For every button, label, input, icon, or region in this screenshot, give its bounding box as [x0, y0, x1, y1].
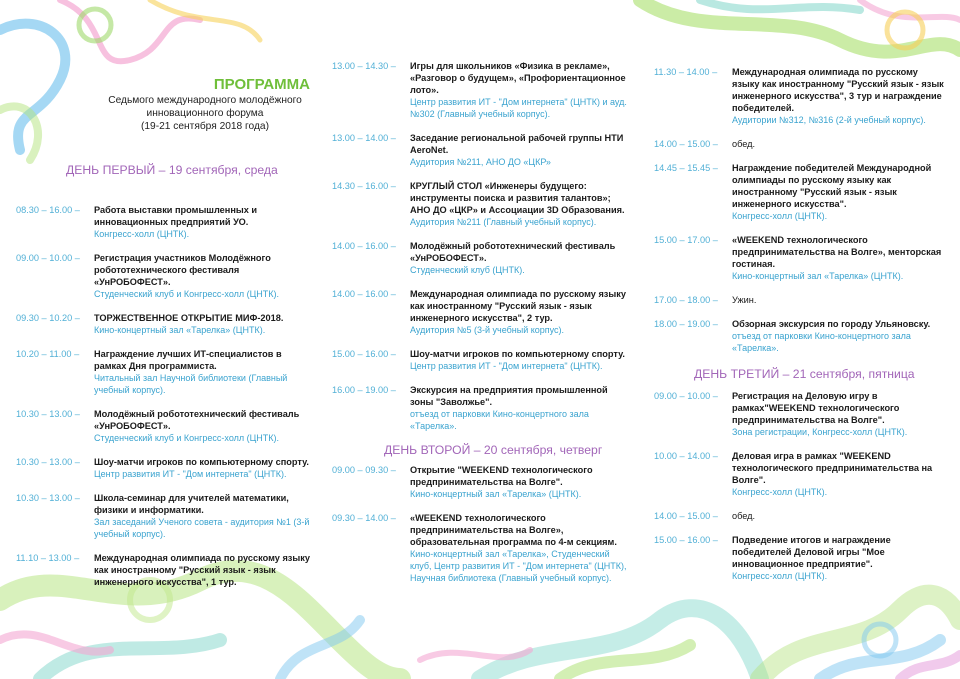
- event-location: Конгресс-холл (ЦНТК).: [732, 211, 828, 221]
- event-time: 11.10 – 13.00 –: [16, 553, 80, 563]
- event-location: Центр развития ИТ - "Дом интернета" (ЦНТК).: [410, 361, 603, 371]
- schedule-item: [332, 348, 632, 372]
- event-location: отъезд от парковки Кино-концертного зала «Тарелка».: [732, 331, 911, 353]
- event-location: Аудитория №211 (Главный учебный корпус).: [410, 217, 597, 227]
- event-title: Игры для школьников «Физика в рекламе», «Разговор о будущем», «Профориентационное лото».: [410, 61, 626, 95]
- event-location: Кино-концертный зал «Тарелка», Студенческий клуб, Центр развития ИТ - "Дом интернета" (ЦНТК), Научная библиотека (Главный учебный корпус).: [410, 549, 627, 583]
- schedule-item: [654, 450, 946, 498]
- event-time: 15.00 – 17.00 –: [654, 235, 718, 245]
- event-title: «WEEKEND технологического предпринимательства на Волге», образовательная программа по 4-м секциям.: [410, 513, 617, 547]
- schedule-item: [332, 464, 632, 500]
- schedule-item: [16, 492, 316, 540]
- schedule-item: [16, 552, 316, 588]
- event-title: Шоу-матчи игроков по компьютерному спорту.: [94, 457, 309, 467]
- column-3: [654, 66, 946, 594]
- event-title: Обзорная экскурсия по городу Ульяновску.: [732, 319, 931, 329]
- event-title: Шоу-матчи игроков по компьютерному спорту.: [410, 349, 625, 359]
- event-location: Студенческий клуб и Конгресс-холл (ЦНТК).: [94, 433, 280, 443]
- schedule-item: [332, 384, 632, 432]
- schedule-item: [332, 240, 632, 276]
- event-time: 11.30 – 14.00 –: [654, 67, 718, 77]
- program-title: ПРОГРАММА: [213, 76, 310, 93]
- event-time: 09.00 – 10.00 –: [654, 391, 718, 401]
- event-time: 10.00 – 14.00 –: [654, 451, 718, 461]
- event-title: обед.: [732, 139, 756, 149]
- schedule-item: [16, 456, 316, 480]
- event-title: Регистрация на Деловую игру в рамках"WEEKEND технологического предпринимательства на Волге".: [732, 391, 900, 425]
- event-time: 08.30 – 16.00 –: [16, 205, 80, 215]
- event-title: Международная олимпиада по русскому языку как иностранному "Русский язык - язык инженерного искусства", 3 тур и награждение победителей.: [732, 67, 944, 113]
- event-time: 10.30 – 13.00 –: [16, 409, 80, 419]
- event-time: 10.30 – 13.00 –: [16, 457, 80, 467]
- event-time: 14.45 – 15.45 –: [654, 163, 718, 173]
- event-time: 14.00 – 15.00 –: [654, 139, 718, 149]
- event-time: 10.30 – 13.00 –: [16, 493, 80, 503]
- event-title: Экскурсия на предприятия промышленной зоны "Заволжье".: [410, 385, 608, 407]
- subtitle-line-1: Седьмого международного молодёжного: [108, 95, 302, 106]
- event-title: Молодёжный робототехнический фестиваль «УнРОБОФЕСТ».: [410, 241, 616, 263]
- schedule-item: [654, 138, 946, 150]
- event-title: КРУГЛЫЙ СТОЛ «Инженеры будущего: инструменты поиска и развития талантов»; АНО ДО «ЦКР» и Ассоциации 3D Образования.: [410, 181, 625, 215]
- schedule-item: [654, 234, 946, 282]
- event-time: 17.00 – 18.00 –: [654, 295, 718, 305]
- event-location: Конгресс-холл (ЦНТК).: [94, 229, 190, 239]
- schedule-item: [332, 512, 632, 584]
- event-time: 14.00 – 15.00 –: [654, 511, 718, 521]
- event-title: Ужин.: [732, 295, 757, 305]
- event-time: 15.00 – 16.00 –: [332, 349, 396, 359]
- event-time: 09.30 – 10.20 –: [16, 313, 80, 323]
- schedule-item: [654, 162, 946, 222]
- day-1-heading: ДЕНЬ ПЕРВЫЙ – 19 сентября, среда: [66, 163, 278, 177]
- event-location: Зал заседаний Ученого совета - аудитория №1 (3-й учебный корпус).: [94, 517, 310, 539]
- subtitle-line-2: инновационного форума: [146, 108, 264, 119]
- day-1-schedule: [16, 204, 316, 588]
- schedule-item: [654, 510, 946, 522]
- event-time: 10.20 – 11.00 –: [16, 349, 80, 359]
- event-time: 14.00 – 16.00 –: [332, 289, 396, 299]
- event-title: Международная олимпиада по русскому языку как иностранному "Русский язык - язык инженерного искусства", 2 тур.: [410, 289, 626, 323]
- event-title: Заседание региональной рабочей группы НТИ AeroNet.: [410, 133, 624, 155]
- event-title: Регистрация участников Молодёжного робототехнического фестиваля «УнРОБОФЕСТ».: [94, 253, 271, 287]
- column-1: [16, 160, 316, 600]
- event-time: 09.00 – 10.00 –: [16, 253, 80, 263]
- event-location: Аудитория №211, АНО ДО «ЦКР»: [410, 157, 551, 167]
- schedule-item: [332, 60, 632, 120]
- event-title: Награждение победителей Международной олимпиады по русскому языку как иностранному "Русский язык - язык инженерного искусства".: [732, 163, 932, 209]
- event-location: отъезд от парковки Кино-концертного зала «Тарелка».: [410, 409, 589, 431]
- schedule-item: [16, 204, 316, 240]
- schedule-item: [16, 348, 316, 396]
- day-2-heading: ДЕНЬ ВТОРОЙ – 20 сентября, четверг: [384, 443, 603, 457]
- day-3-heading: ДЕНЬ ТРЕТИЙ – 21 сентября, пятница: [694, 367, 915, 381]
- event-time: 13.00 – 14.00 –: [332, 133, 396, 143]
- event-title: Школа-семинар для учителей математики, физики и информатики.: [94, 493, 289, 515]
- column-2: [332, 60, 632, 596]
- event-location: Конгресс-холл (ЦНТК).: [732, 571, 828, 581]
- event-title: Международная олимпиада по русскому языку как иностранному "Русский язык - язык инженерного искусства", 1 тур.: [94, 553, 310, 587]
- event-title: Награждение лучших ИТ-специалистов в рамках Дня программиста.: [94, 349, 282, 371]
- event-location: Зона регистрации, Конгресс-холл (ЦНТК).: [732, 427, 908, 437]
- event-location: Кино-концертный зал «Тарелка» (ЦНТК).: [410, 489, 582, 499]
- event-time: 16.00 – 19.00 –: [332, 385, 396, 395]
- event-title: Работа выставки промышленных и инновационных предприятий УО.: [94, 205, 258, 227]
- event-location: Центр развития ИТ - "Дом интернета" (ЦНТК) и ауд. №302 (Главный учебный корпус).: [410, 97, 627, 119]
- day-2-schedule-continued: [654, 66, 946, 354]
- event-location: Аудитории №312, №316 (2-й учебный корпус).: [732, 115, 926, 125]
- event-location: Кино-концертный зал «Тарелка» (ЦНТК).: [732, 271, 904, 281]
- subtitle-line-3: (19-21 сентября 2018 года): [140, 121, 269, 132]
- event-time: 14.00 – 16.00 –: [332, 241, 396, 251]
- event-location: Конгресс-холл (ЦНТК).: [732, 487, 828, 497]
- event-time: 09.00 – 09.30 –: [332, 465, 396, 475]
- event-title: Открытие "WEEKEND технологического предпринимательства на Волге".: [410, 465, 593, 487]
- event-title: Деловая игра в рамках "WEEKEND технологического предпринимательства на Волге".: [732, 451, 933, 485]
- event-location: Центр развития ИТ - "Дом интернета" (ЦНТК).: [94, 469, 287, 479]
- schedule-item: [332, 180, 632, 228]
- event-location: Студенческий клуб и Конгресс-холл (ЦНТК).: [94, 289, 280, 299]
- day-2-schedule: [332, 464, 632, 584]
- event-location: Студенческий клуб (ЦНТК).: [410, 265, 525, 275]
- event-location: Читальный зал Научной библиотеки (Главный учебный корпус).: [94, 373, 288, 395]
- event-title: «WEEKEND технологического предпринимательства на Волге», менторская гостиная.: [732, 235, 942, 269]
- schedule-item: [16, 252, 316, 300]
- event-title: обед.: [732, 511, 756, 521]
- event-title: ТОРЖЕСТВЕННОЕ ОТКРЫТИЕ МИФ-2018.: [94, 313, 284, 323]
- swirl-bottom-center: [480, 608, 760, 679]
- event-location: Кино-концертный зал «Тарелка» (ЦНТК).: [94, 325, 266, 335]
- event-time: 14.30 – 16.00 –: [332, 181, 396, 191]
- day-3-schedule: [654, 390, 946, 582]
- event-time: 18.00 – 19.00 –: [654, 319, 718, 329]
- event-time: 15.00 – 16.00 –: [654, 535, 718, 545]
- schedule-item: [16, 408, 316, 444]
- schedule-item: [654, 318, 946, 354]
- schedule-item: [654, 294, 946, 306]
- schedule-item: [654, 66, 946, 126]
- schedule-item: [332, 288, 632, 336]
- schedule-item: [332, 132, 632, 168]
- event-time: 09.30 – 14.00 –: [332, 513, 396, 523]
- program-header: [100, 76, 310, 133]
- swirl-top-left: [0, 24, 65, 150]
- day-1-schedule-continued: [332, 60, 632, 432]
- event-title: Молодёжный робототехнический фестиваль «УнРОБОФЕСТ».: [94, 409, 300, 431]
- event-time: 13.00 – 14.30 –: [332, 61, 396, 71]
- event-location: Аудитория №5 (3-й учебный корпус).: [410, 325, 565, 335]
- schedule-item: [16, 312, 316, 336]
- schedule-item: [654, 534, 946, 582]
- schedule-item: [654, 390, 946, 438]
- event-title: Подведение итогов и награждение победителей Деловой игры "Мое инновационное предприятие".: [732, 535, 891, 569]
